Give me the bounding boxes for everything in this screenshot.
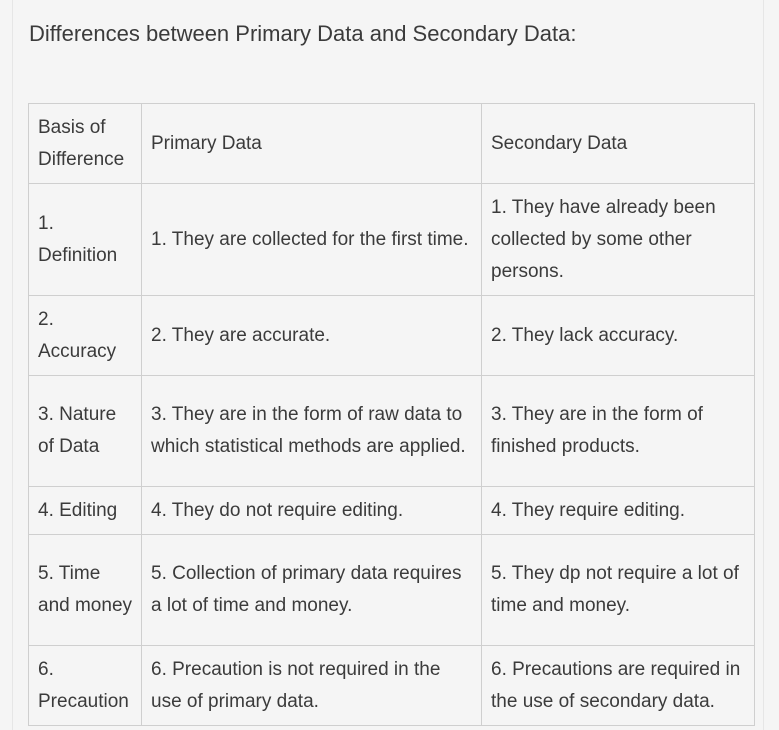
header-secondary: Secondary Data xyxy=(482,104,755,184)
basis-cell: 6. Precaution xyxy=(29,646,142,726)
basis-cell: 4. Editing xyxy=(29,487,142,535)
secondary-cell: 3. They are in the form of finished products. xyxy=(482,376,755,487)
primary-cell: 3. They are in the form of raw data to which statistical methods are applied. xyxy=(142,376,482,487)
table-row xyxy=(29,535,755,646)
header-primary: Primary Data xyxy=(142,104,482,184)
primary-cell: 5. Collection of primary data requires a lot of time and money. xyxy=(142,535,482,646)
table-row xyxy=(29,184,755,296)
secondary-cell: 6. Precautions are required in the use of secondary data. xyxy=(482,646,755,726)
primary-cell: 2. They are accurate. xyxy=(142,296,482,376)
primary-cell: 4. They do not require editing. xyxy=(142,487,482,535)
basis-cell: 1. Definition xyxy=(29,184,142,296)
page-title: Differences between Primary Data and Secondary Data: xyxy=(29,21,577,46)
comparison-table xyxy=(28,103,755,726)
basis-cell: 2. Accuracy xyxy=(29,296,142,376)
basis-cell: 3. Nature of Data xyxy=(29,376,142,487)
table-row xyxy=(29,646,755,726)
primary-cell: 1. They are collected for the first time. xyxy=(142,184,482,296)
table-header-row xyxy=(29,104,755,184)
table-row xyxy=(29,376,755,487)
table-row xyxy=(29,296,755,376)
primary-cell: 6. Precaution is not required in the use of primary data. xyxy=(142,646,482,726)
basis-cell: 5. Time and money xyxy=(29,535,142,646)
header-basis: Basis of Difference xyxy=(29,104,142,184)
secondary-cell: 4. They require editing. xyxy=(482,487,755,535)
table-row xyxy=(29,487,755,535)
secondary-cell: 5. They dp not require a lot of time and money. xyxy=(482,535,755,646)
secondary-cell: 1. They have already been collected by some other persons. xyxy=(482,184,755,296)
secondary-cell: 2. They lack accuracy. xyxy=(482,296,755,376)
